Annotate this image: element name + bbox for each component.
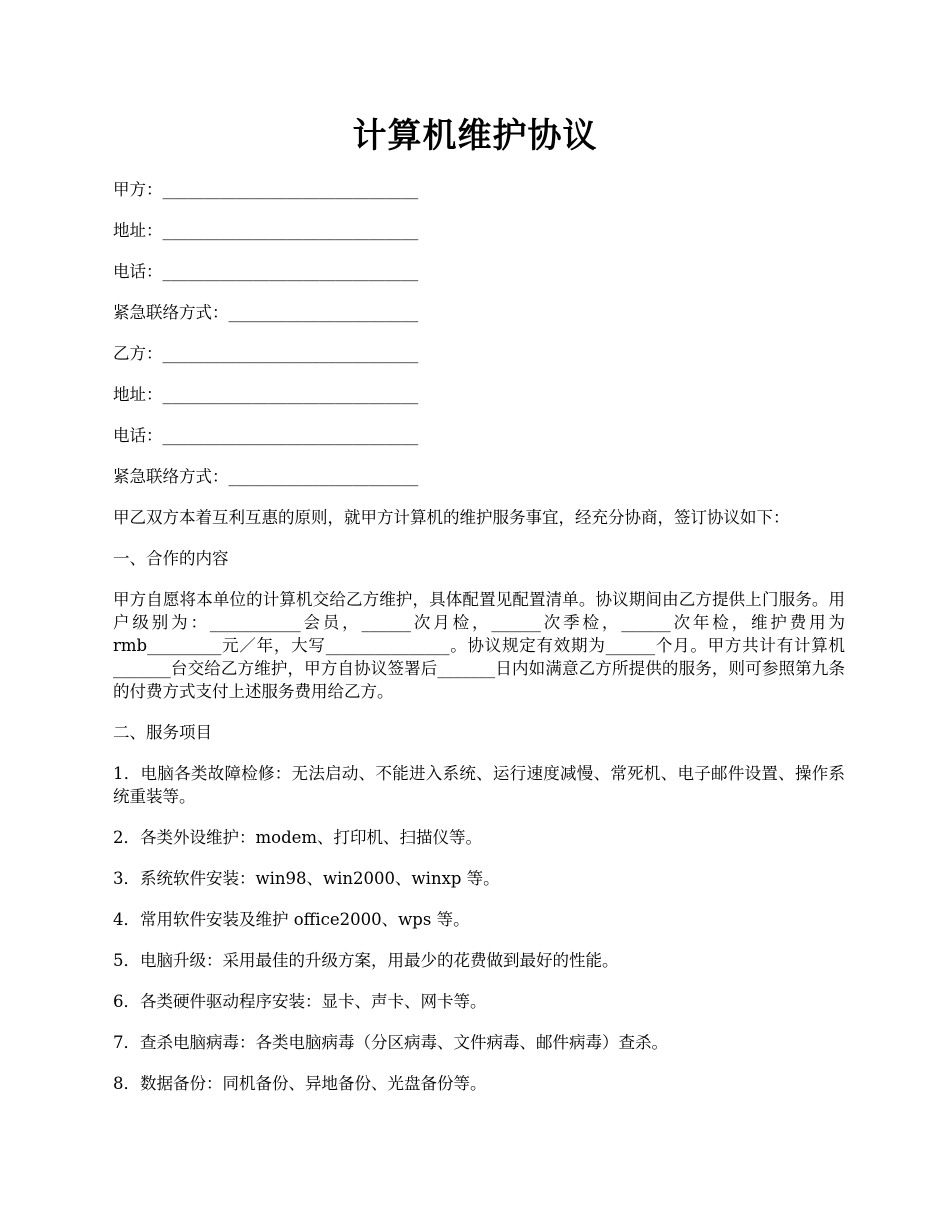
party-b-phone-field: 电话：_______________________________: [113, 426, 419, 445]
service-item: 6．各类硬件驱动程序安装：显卡、声卡、网卡等。: [113, 992, 487, 1011]
party-a-emergency-contact-field: 紧急联络方式：_______________________: [113, 303, 419, 322]
section-1-body: 甲方自愿将本单位的计算机交给乙方维护，具体配置见配置清单。协议期间由乙方提供上门服务。用户级别为：___________会员，______次月检，______次季检，______次年检，维护费用为rmb_________元／年，大写_______________。协议规定有效期为______个月。甲方共计有计算机_______台交给乙方维护，甲方自协议签署后_______日内如满意乙方所提供的服务，则可参照第九条的付费方式支付上述服务费用给乙方。: [113, 590, 845, 701]
party-b-name-field: 乙方：_______________________________: [113, 344, 419, 363]
party-a-name-field: 甲方：_______________________________: [113, 180, 419, 199]
service-item: 8．数据备份：同机备份、异地备份、光盘备份等。: [113, 1074, 487, 1093]
section-1-heading: 一、合作的内容: [113, 549, 229, 568]
document-body: [113, 178, 845, 1113]
intro-paragraph: 甲乙双方本着互利互惠的原则，就甲方计算机的维护服务事宜，经充分协商，签订协议如下：: [113, 508, 790, 527]
service-item: 5．电脑升级：采用最佳的升级方案，用最少的花费做到最好的性能。: [113, 951, 619, 970]
service-item: 4．常用软件安装及维护 office2000、wps 等。: [113, 910, 470, 929]
service-item: 1．电脑各类故障检修：无法启动、不能进入系统、运行速度减慢、常死机、电子邮件设置、操作系统重装等。: [113, 764, 845, 806]
party-b-emergency-contact-field: 紧急联络方式：_______________________: [113, 467, 419, 486]
party-a-address-field: 地址：_______________________________: [113, 221, 419, 240]
service-item: 3．系统软件安装：win98、win2000、winxp 等。: [113, 869, 500, 888]
party-a-phone-field: 电话：_______________________________: [113, 262, 419, 281]
service-item: 2．各类外设维护：modem、打印机、扫描仪等。: [113, 828, 483, 847]
document-title: 计算机维护协议: [352, 116, 598, 156]
section-2-heading: 二、服务项目: [113, 723, 212, 742]
party-b-address-field: 地址：_______________________________: [113, 385, 419, 404]
service-item: 7．查杀电脑病毒：各类电脑病毒（分区病毒、文件病毒、邮件病毒）查杀。: [113, 1033, 668, 1052]
